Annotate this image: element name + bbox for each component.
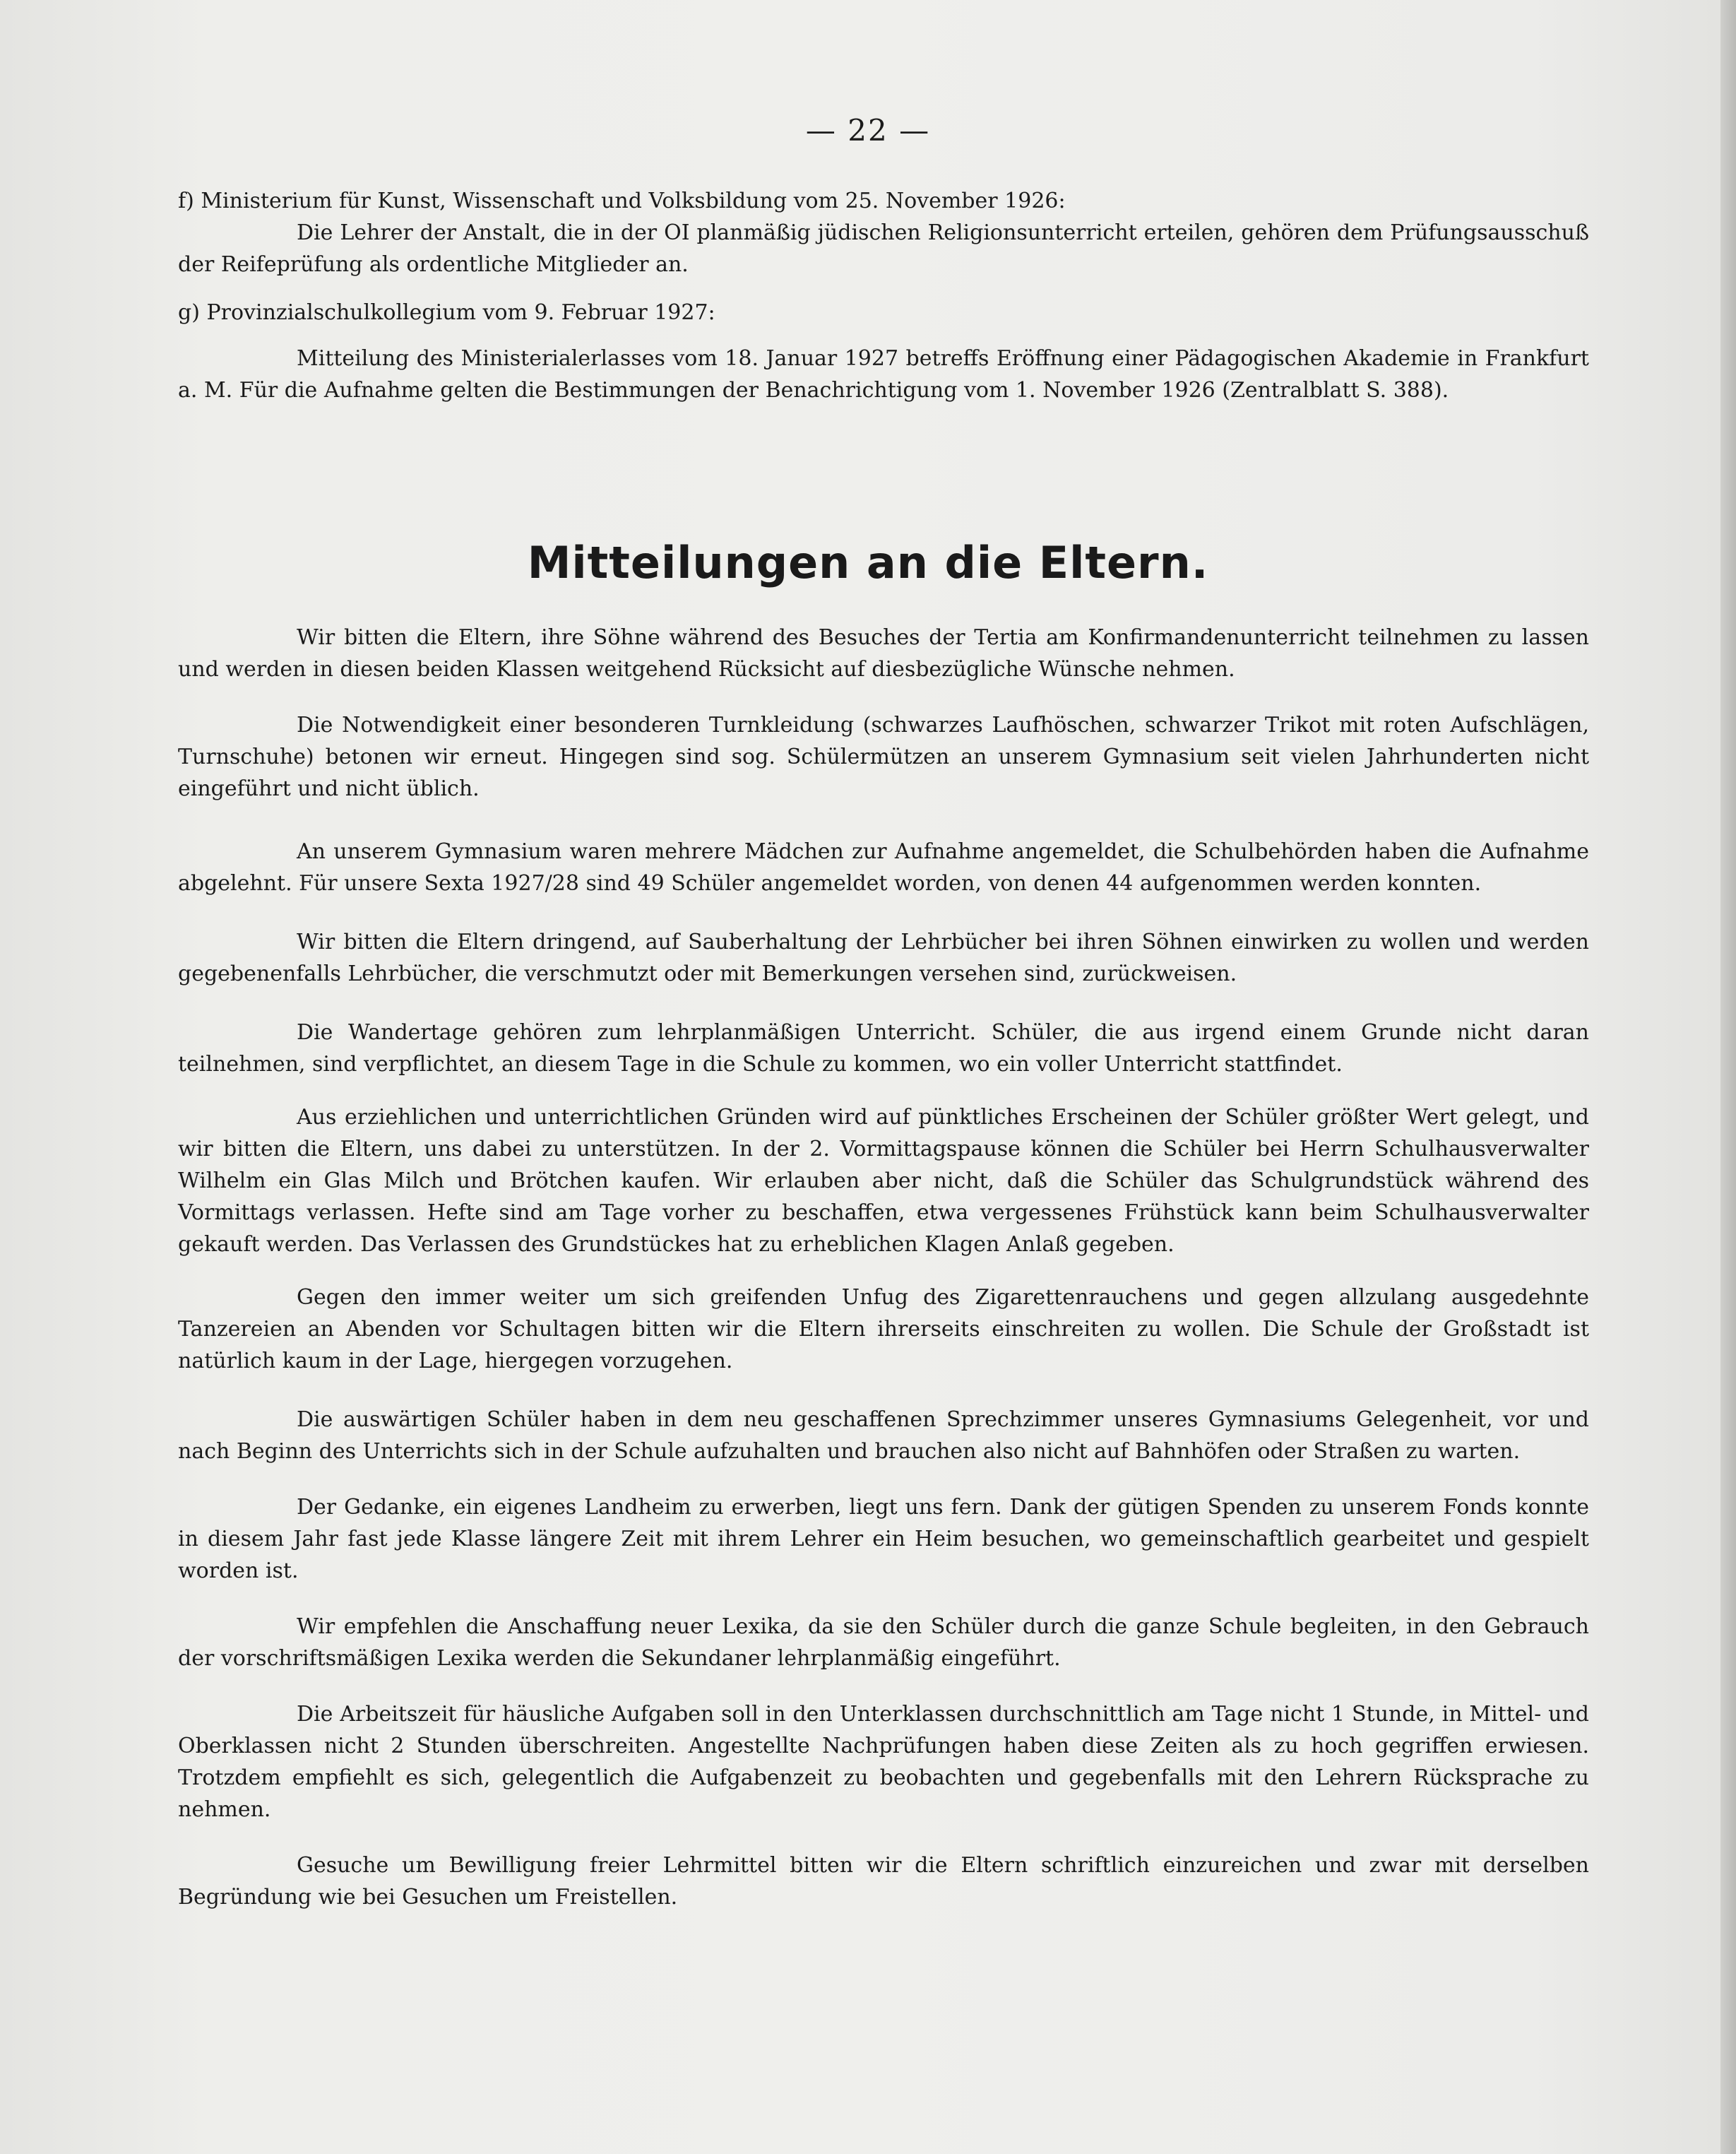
decree-f-title: f) Ministerium für Kunst, Wissenschaft und Volksbildung vom 25. November 1926: [178, 189, 1066, 213]
notice-paragraph-6: Aus erziehlichen und unterrichtlichen Gründen wird auf pünktliches Erscheinen der Schüler größter Wert gelegt, und wir bitten die Eltern, uns dabei zu unterstützen. In der 2. Vormittagspause können die Schüler bei Herrn Schulhausverwalter Wilhelm ein Glas Milch und Brötchen kaufen. Wir erlauben aber nicht, daß die Schüler das Schulgrundstück während des Vormittags verlassen. Hefte sind am Tage vorher zu beschaffen, etwa vergessenes Frühstück kann beim Schulhausverwalter gekauft werden. Das Verlassen des Grundstückes hat zu erheblichen Klagen Anlaß gegeben. [178, 1105, 1589, 1257]
notice-paragraph-3: An unserem Gymnasium waren mehrere Mädchen zur Aufnahme angemeldet, die Schulbehörden haben die Aufnahme abgelehnt. Für unsere Sexta 1927/28 sind 49 Schüler angemeldet worden, von denen 44 aufgenommen werden konnten. [178, 839, 1589, 896]
page-edge [1720, 0, 1736, 2154]
decree-f-body: Die Lehrer der Anstalt, die in der OI planmäßig jüdischen Religionsunterricht erteilen, gehören dem Prüfungsausschuß der Reifeprüfung als ordentliche Mitglieder an. [178, 220, 1589, 277]
notice-paragraph-8: Die auswärtigen Schüler haben in dem neu geschaffenen Sprechzimmer unseres Gymnasiums Gelegenheit, vor und nach Beginn des Unterrichts sich in der Schule aufzuhalten und brauchen also nicht auf Bahnhöfen oder Straßen zu warten. [178, 1407, 1589, 1464]
notice-paragraph-4: Wir bitten die Eltern dringend, auf Sauberhaltung der Lehrbücher bei ihren Söhnen einwirken zu wollen und werden gegebenenfalls Lehrbücher, die verschmutzt oder mit Bemerkungen versehen sind, zurückweisen. [178, 930, 1589, 986]
notice-paragraph-2: Die Notwendigkeit einer besonderen Turnkleidung (schwarzes Laufhöschen, schwarzer Trikot mit roten Aufschlägen, Turnschuhe) betonen wir erneut. Hingegen sind sog. Schülermützen an unserem Gymnasium seit vielen Jahrhunderten nicht eingeführt und nicht üblich. [178, 713, 1589, 801]
notice-paragraph-10: Wir empfehlen die Anschaffung neuer Lexika, da sie den Schüler durch die ganze Schule begleiten, in den Gebrauch der vorschriftsmäßigen Lexika werden die Sekundaner lehrplanmäßig eingeführt. [178, 1614, 1589, 1671]
page-number: — 22 — [805, 113, 931, 148]
notice-paragraph-12: Gesuche um Bewilligung freier Lehrmittel bitten wir die Eltern schriftlich einzureichen und zwar mit derselben Begründung wie bei Gesuchen um Freistellen. [178, 1853, 1589, 1910]
decree-g-title: g) Provinzialschulkollegium vom 9. Februar 1927: [178, 300, 715, 325]
decree-g-body: Mitteilung des Ministerialerlasses vom 18. Januar 1927 betreffs Eröffnung einer Pädagogischen Akademie in Frankfurt a. M. Für die Aufnahme gelten die Bestimmungen der Benachrichtigung vom 1. November 1926 (Zentralblatt S. 388). [178, 346, 1589, 403]
decree-f [178, 185, 1589, 280]
notice-paragraph-1: Wir bitten die Eltern, ihre Söhne während des Besuches der Tertia am Konfirmandenunterricht teilnehmen zu lassen und werden in diesen beiden Klassen weitgehend Rücksicht auf diesbezügliche Wünsche nehmen. [178, 625, 1589, 682]
notice-paragraph-9: Der Gedanke, ein eigenes Landheim zu erwerben, liegt uns fern. Dank der gütigen Spenden zu unserem Fonds konnte in diesem Jahr fast jede Klasse längere Zeit mit ihrem Lehrer ein Heim besuchen, wo gemeinschaftlich gearbeitet und gespielt worden ist. [178, 1495, 1589, 1583]
notice-paragraph-7: Gegen den immer weiter um sich greifenden Unfug des Zigarettenrauchens und gegen allzulang ausgedehnte Tanzereien an Abenden vor Schultagen bitten wir die Eltern ihrerseits einschreiten zu wollen. Die Schule der Großstadt ist natürlich kaum in der Lage, hiergegen vorzugehen. [178, 1285, 1589, 1373]
section-heading: Mitteilungen an die Eltern. [527, 537, 1209, 588]
notices-body [178, 622, 1589, 1913]
decree-g [178, 297, 1589, 406]
notice-paragraph-5: Die Wandertage gehören zum lehrplanmäßigen Unterricht. Schüler, die aus irgend einem Grunde nicht daran teilnehmen, sind verpflichtet, an diesem Tage in die Schule zu kommen, wo ein voller Unterricht stattfindet. [178, 1020, 1589, 1077]
notice-paragraph-11: Die Arbeitszeit für häusliche Aufgaben soll in den Unterklassen durchschnittlich am Tage nicht 1 Stunde, in Mittel- und Oberklassen nicht 2 Stunden überschreiten. Angestellte Nachprüfungen haben diese Zeiten als zu hoch gegriffen erwiesen. Trotzdem empfiehlt es sich, gelegentlich die Aufgabenzeit zu beobachten und gegebenfalls mit den Lehrern Rücksprache zu nehmen. [178, 1702, 1589, 1822]
